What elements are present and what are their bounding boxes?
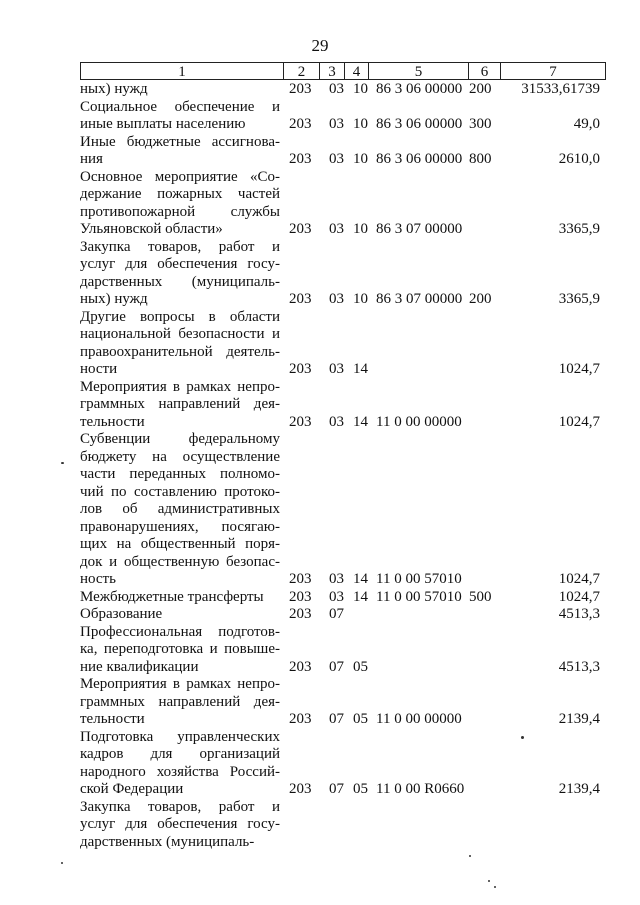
header-cell-3: 3 — [319, 62, 344, 80]
description-line: щих на общественный поря- — [80, 536, 280, 552]
cell-c7: 4513,3 — [558, 606, 600, 622]
cell-c2: 203 — [289, 361, 312, 377]
scan-speck — [61, 462, 64, 464]
row-description — [80, 379, 280, 432]
cell-c3: 03 — [329, 116, 344, 132]
row-description — [80, 676, 280, 729]
cell-c2: 203 — [289, 116, 312, 132]
cell-c7: 49,0 — [573, 116, 600, 132]
description-line: граммных направлений дея- — [80, 396, 280, 412]
cell-c4: 14 — [353, 413, 368, 430]
cell-c3: 03 — [329, 571, 344, 587]
description-line: Межбюджетные трансферты — [80, 588, 264, 605]
cell-c2: 203 — [289, 571, 312, 587]
description-line: народного хозяйства Россий- — [80, 763, 280, 780]
cell-c5: 11 0 00 00000 — [376, 413, 462, 430]
cell-c3: 03 — [329, 151, 344, 167]
description-line: ние квалификации — [80, 658, 199, 675]
description-line: дарственных (муниципаль- — [80, 833, 255, 850]
description-line: Другие вопросы в области — [80, 308, 280, 325]
cell-c3: 03 — [329, 413, 344, 430]
cell-c6: 200 — [469, 291, 492, 307]
row-description — [80, 99, 280, 134]
description-line: иные выплаты населению — [80, 116, 246, 132]
cell-c5: 86 3 07 00000 — [376, 221, 463, 237]
cell-c5: 86 3 06 00000 — [376, 151, 463, 167]
description-line: ности — [80, 361, 118, 377]
description-line: ка, переподготовка и повыше- — [80, 641, 280, 657]
description-line: Социальное обеспечение и — [80, 98, 280, 115]
cell-c4: 05 — [353, 711, 368, 727]
cell-c2: 203 — [289, 221, 312, 237]
cell-c5: 11 0 00 R0660 — [376, 781, 465, 797]
cell-c7: 1024,7 — [558, 571, 600, 587]
description-line: правонарушениях, посягаю- — [80, 518, 280, 535]
row-description — [80, 169, 280, 239]
cell-c7: 2139,4 — [558, 781, 600, 797]
cell-c2: 203 — [289, 606, 312, 622]
description-line: чий по составлению протоко- — [80, 483, 280, 500]
description-line: дарственных (муниципаль- — [80, 273, 280, 290]
description-line: Мероприятия в рамках непро- — [80, 378, 280, 395]
scan-speck — [494, 886, 496, 888]
cell-c7: 1024,7 — [558, 361, 600, 377]
header-cell-5: 5 — [368, 62, 468, 80]
description-line: услуг для обеспечения госу- — [80, 816, 280, 832]
cell-c5: 11 0 00 00000 — [376, 711, 462, 727]
cell-c4: 10 — [353, 151, 368, 167]
header-cell-6: 6 — [468, 62, 500, 80]
cell-c4: 14 — [353, 571, 368, 587]
description-line: национальной безопасности и — [80, 326, 280, 342]
description-line: части переданных полномо- — [80, 466, 280, 482]
cell-c4: 10 — [353, 291, 368, 307]
row-description — [80, 624, 280, 677]
cell-c6: 500 — [469, 588, 492, 605]
row-description — [80, 589, 280, 607]
cell-c7: 4513,3 — [558, 658, 600, 675]
description-line: Закупка товаров, работ и — [80, 798, 280, 815]
description-line: Образование — [80, 606, 163, 622]
header-cell-2: 2 — [283, 62, 319, 80]
description-line: противопожарной службы — [80, 203, 280, 220]
description-line: Иные бюджетные ассигнова- — [80, 133, 280, 150]
description-line: кадров для организаций — [80, 746, 280, 762]
cell-c5: 86 3 07 00000 — [376, 291, 463, 307]
scan-speck — [61, 862, 63, 864]
header-cell-7: 7 — [500, 62, 606, 80]
cell-c7: 2610,0 — [558, 151, 600, 167]
cell-c3: 07 — [329, 606, 344, 622]
cell-c3: 07 — [329, 658, 344, 675]
header-cell-4: 4 — [344, 62, 368, 80]
row-description — [80, 606, 280, 624]
description-line: Субвенции федеральному — [80, 431, 280, 447]
description-line: Подготовка управленческих — [80, 728, 280, 745]
description-line: тельности — [80, 413, 145, 430]
cell-c3: 03 — [329, 588, 344, 605]
description-line: держание пожарных частей — [80, 186, 280, 202]
description-line: бюджету на осуществление — [80, 448, 280, 465]
description-line: ных) нужд — [80, 291, 148, 307]
cell-c5: 11 0 00 57010 — [376, 588, 462, 605]
cell-c4: 10 — [353, 81, 368, 97]
cell-c4: 14 — [353, 361, 368, 377]
cell-c5: 11 0 00 57010 — [376, 571, 462, 587]
cell-c4: 14 — [353, 588, 368, 605]
description-line: Основное мероприятие «Со- — [80, 168, 280, 185]
cell-c4: 10 — [353, 116, 368, 132]
description-line: услуг для обеспечения госу- — [80, 256, 280, 272]
row-description — [80, 729, 280, 799]
scan-speck — [488, 880, 490, 882]
cell-c3: 03 — [329, 221, 344, 237]
cell-c7: 1024,7 — [558, 588, 600, 605]
description-line: Закупка товаров, работ и — [80, 238, 280, 255]
scan-speck — [469, 855, 471, 857]
cell-c2: 203 — [289, 291, 312, 307]
description-line: ных) нужд — [80, 81, 148, 97]
cell-c2: 203 — [289, 781, 312, 797]
cell-c5: 86 3 06 00000 — [376, 116, 463, 132]
description-line: ния — [80, 151, 103, 167]
header-cell-1: 1 — [80, 62, 283, 80]
description-line: Мероприятия в рамках непро- — [80, 676, 280, 692]
cell-c7: 1024,7 — [558, 413, 600, 430]
cell-c7: 2139,4 — [558, 711, 600, 727]
cell-c3: 03 — [329, 291, 344, 307]
row-description — [80, 81, 280, 99]
cell-c7: 3365,9 — [558, 291, 600, 307]
cell-c7: 31533,61739 — [521, 81, 600, 97]
description-line: тельности — [80, 711, 145, 727]
row-description — [80, 134, 280, 169]
cell-c2: 203 — [289, 151, 312, 167]
cell-c4: 10 — [353, 221, 368, 237]
row-description — [80, 309, 280, 379]
description-line: лов об административных — [80, 501, 280, 517]
cell-c3: 03 — [329, 361, 344, 377]
cell-c6: 300 — [469, 116, 492, 132]
cell-c5: 86 3 06 00000 — [376, 81, 463, 97]
description-line: правоохранительной деятель- — [80, 343, 280, 360]
cell-c3: 07 — [329, 781, 344, 797]
row-description — [80, 799, 280, 852]
row-description — [80, 431, 280, 589]
cell-c3: 07 — [329, 711, 344, 727]
description-line: граммных направлений дея- — [80, 693, 280, 710]
cell-c2: 203 — [289, 658, 312, 675]
cell-c4: 05 — [353, 658, 368, 675]
cell-c6: 200 — [469, 81, 492, 97]
cell-c7: 3365,9 — [558, 221, 600, 237]
cell-c2: 203 — [289, 588, 312, 605]
cell-c2: 203 — [289, 413, 312, 430]
description-line: док и общественную безопас- — [80, 553, 280, 570]
cell-c3: 03 — [329, 81, 344, 97]
row-description — [80, 239, 280, 309]
description-line: Профессиональная подготов- — [80, 623, 280, 640]
cell-c2: 203 — [289, 81, 312, 97]
scan-speck — [521, 736, 524, 739]
cell-c2: 203 — [289, 711, 312, 727]
description-line: Ульяновской области» — [80, 221, 223, 237]
page-number: 29 — [311, 36, 329, 55]
description-line: ность — [80, 571, 116, 587]
cell-c6: 800 — [469, 151, 492, 167]
description-line: ской Федерации — [80, 781, 184, 797]
cell-c4: 05 — [353, 781, 368, 797]
